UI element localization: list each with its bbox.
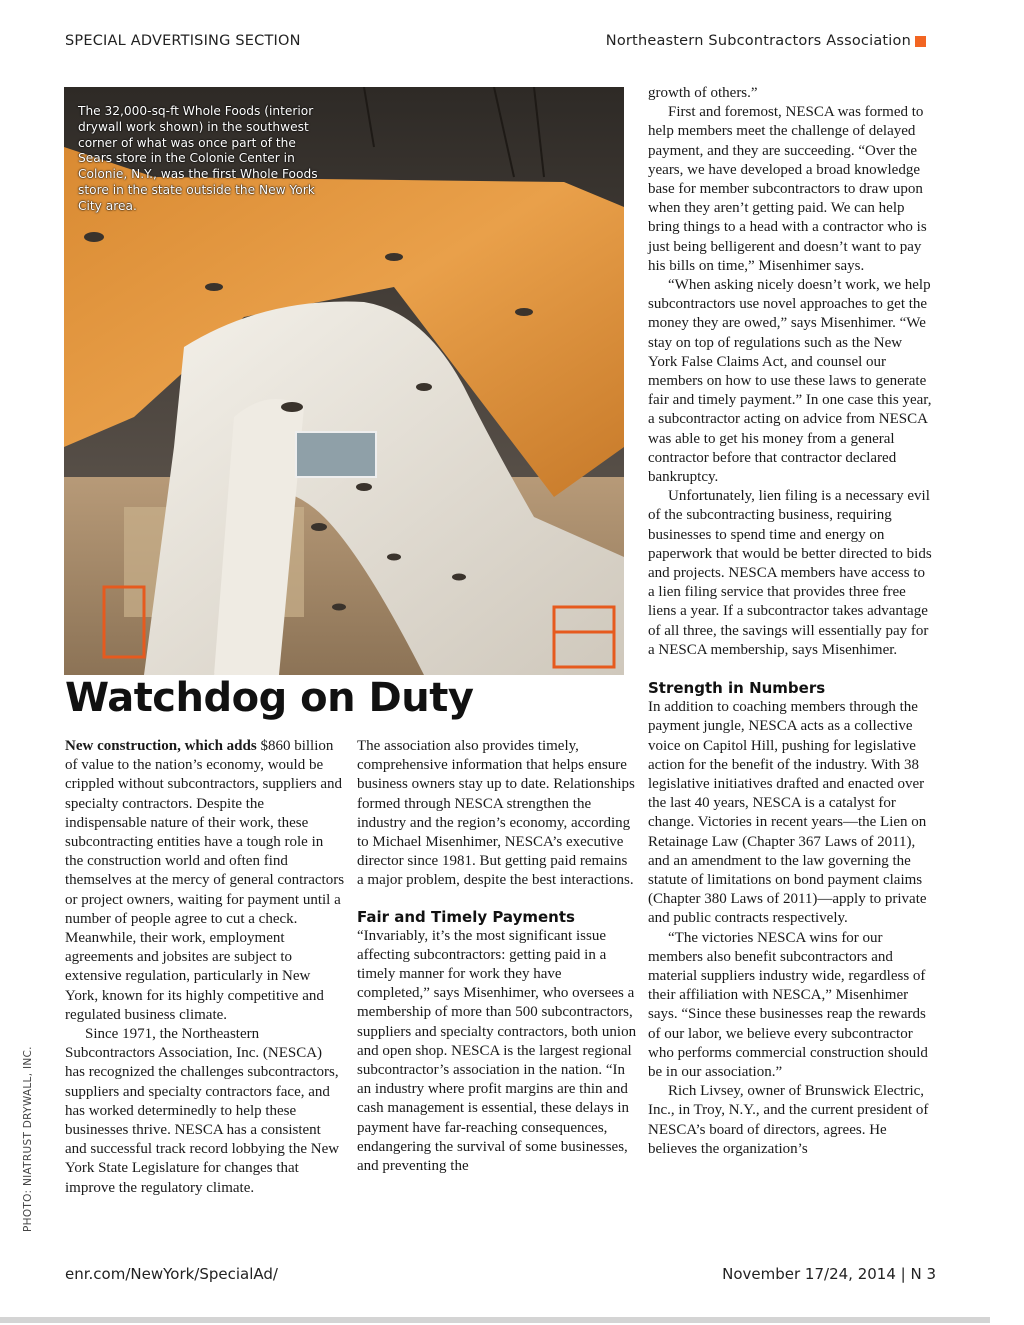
photo-caption: The 32,000-sq-ft Whole Foods (interior drywall work shown) in the southwest corner of what was once part of the Sears store in the Colonie Center in Colonie, N.Y., was the first Whole Foods store in the state outside the New York City area.	[78, 104, 318, 213]
paragraph: In addition to coaching members through the payment jungle, NESCA acts as a collective voice on Capitol Hill, pushing for legislative action for the benefit of the industry. With 38 legislative initiatives drafted and enacted over the last 40 years, NESCA is a catalyst for change. Victories in recent years—the Lien on Retainage Law (Chapter 367 Laws of 2011), and an amendment to the law governing the statute of limitations on bond payment claims (Chapter 380 Laws of 2011)—apply to private and public contracts respectively.	[648, 699, 927, 927]
footer-url: enr.com/NewYork/SpecialAd/	[65, 1265, 278, 1283]
paragraph: Rich Livsey, owner of Brunswick Electric, Inc., in Troy, N.Y., and the current president of NESCA’s board of directors, agrees. He believes the organization’s	[648, 1083, 929, 1157]
publisher-name: Northeastern Subcontractors Association	[605, 33, 911, 49]
article-column-3	[648, 84, 933, 1159]
paragraph: growth of others.”	[648, 85, 758, 101]
feature-photo	[64, 87, 624, 675]
subhead-strength-numbers: Strength in Numbers	[648, 679, 826, 698]
paragraph: “When asking nicely doesn’t work, we help subcontractors use novel approaches to get the money they are owed,” says Misenhimer. “We stay on top of regulations such as the New York False Claims Act, and counsel our members on how to use these laws to generate fair and timely payment.” In one case this year, a subcontractor acting on advice from NESCA was able to get his money from a general contractor before that contractor declared bankruptcy.	[648, 277, 932, 486]
photo-credit: PHOTO: NIATRUST DRYWALL, INC.	[22, 1046, 34, 1232]
subhead-fair-payments: Fair and Timely Payments	[357, 907, 575, 926]
paragraph: The association also provides timely, comprehensive information that helps ensure business owners stay up to date. Relationships formed through NESCA strengthen the industry and the region’s economy, according to Michael Misenhimer, NESCA’s executive director since 1981. But getting paid remains a major problem, despite the best interactions.	[357, 738, 635, 889]
paragraph: First and foremost, NESCA was formed to help members meet the challenge of delayed payment, and they are succeeding. “Over the years, we have developed a broad knowledge base for member subcontractors to draw upon when they aren’t getting paid. We can help bring things to a head with a contractor who is just being belligerent and doesn’t want to pay his bills on time,” Misenhimer says.	[648, 104, 927, 274]
paragraph	[65, 737, 345, 1025]
article-column-1	[65, 737, 345, 1198]
footer-date-page: November 17/24, 2014 | N 3	[722, 1265, 936, 1283]
article-column-2	[357, 737, 637, 1176]
paragraph: “Invariably, it’s the most significant issue affecting subcontractors: getting paid in a timely manner for work they have completed,” says Misenhimer, who oversees a membership of more than 500 subcontractors, suppliers and specialty contractors, both union and open shop. NESCA is the largest regional subcontractor’s association in the nation. “In an industry where profit margins are thin and cash management is essential, these delays in payment have far-reaching consequences, endangering the survival of some businesses, and preventing the	[357, 927, 637, 1175]
lead-in: New construction, which adds	[65, 738, 257, 754]
article-headline: Watchdog on Duty	[65, 675, 474, 721]
section-label: SPECIAL ADVERTISING SECTION	[65, 33, 301, 49]
paragraph: “The victories NESCA wins for our members also benefit subcontractors and material suppliers industry wide, regardless of their affiliation with NESCA,” Misenhimer says. “Since these businesses reap the rewards of our labor, we believe every subcontractor who performs commercial construction should be in our association.”	[648, 929, 928, 1080]
publisher-label	[606, 33, 926, 49]
orange-square-icon	[915, 36, 926, 47]
paragraph: Unfortunately, lien filing is a necessary evil of the subcontracting business, requiring businesses to spend time and energy on paperwork that would be better directed to bids and projects. NESCA members have access to a lien filing service that provides three free liens a year. If a subcontractor takes advantage of all three, the savings will essentially pay for a NESCA membership, says Misenhimer.	[648, 488, 932, 658]
paragraph-text: $860 billion of value to the nation’s economy, would be crippled without subcontractors, suppliers and specialty contractors. Despite the indispensable nature of their work, these subcontracting entities have a tough role in the construction world and often find themselves at the mercy of general contractors or project owners, waiting for payment until a number of people agree to cut a check. Meanwhile, their work, employment agreements and jobsites are subject to extensive regulation, particularly in New York, known for its highly competitive and regulated business climate.	[65, 738, 345, 1023]
paragraph: Since 1971, the Northeastern Subcontractors Association, Inc. (NESCA) has recognized the challenges subcontractors, suppliers and specialty contractors face, and has worked determinedly to help these businesses thrive. NESCA has a consistent and successful track record lobbying the New York State Legislature for changes that improve the regulatory climate.	[65, 1026, 340, 1196]
bottom-divider	[0, 1317, 990, 1323]
